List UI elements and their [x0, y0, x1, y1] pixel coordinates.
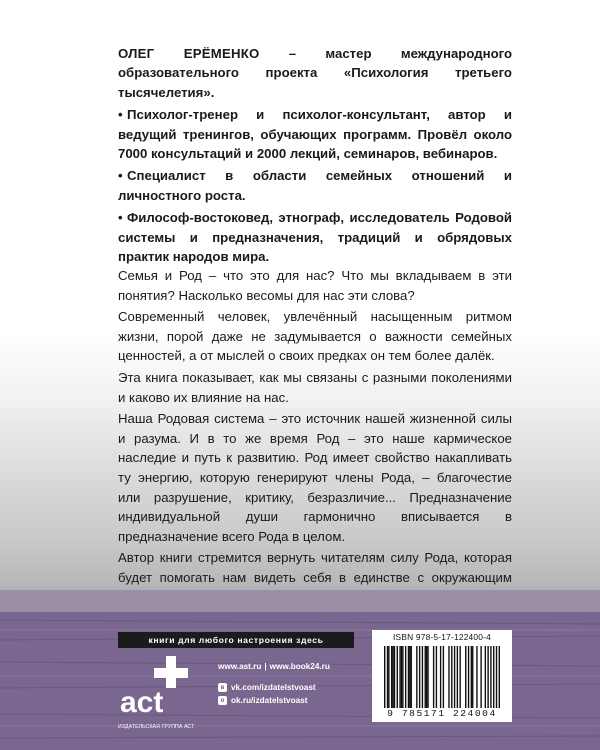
- barcode-bar: [448, 646, 449, 708]
- bullet-icon: •: [118, 210, 123, 226]
- barcode-bar: [433, 646, 434, 708]
- barcode-bar: [490, 646, 491, 708]
- annotation-paragraph: Современный человек, увлечённый насыщенным ритмом жизни, порой даже не задумывается о важности семейных ценностей, а от мыслей о своих предках он тем более далёк.: [118, 309, 512, 364]
- barcode-icon: [384, 646, 500, 708]
- author-bullet: [118, 208, 512, 266]
- author-name: ОЛЕГ ЕРЁМЕНКО: [118, 46, 260, 61]
- barcode-bar: [471, 646, 472, 708]
- barcode-bar: [459, 646, 460, 708]
- annotation-paragraph: Наша Родовая система – это источник нашей жизненной силы и разума. И в то же время Род – это наше кармическое наследие и путь к развитию. Род имеет свойство накапливать ту энергию, которую генерируют члены Рода, – благочестие или разрушение, критику, безразличие... Предназначение индивидуальной души гармонично вписывается в предназначение всего Рода в целом.: [118, 411, 512, 544]
- author-intro-text: – мастер международного образовательного проекта «Психология третьего тысячелетия».: [118, 46, 512, 100]
- annotation-paragraph: Эта книга показывает, как мы связаны с разными поколениями и каково их влияние на нас.: [118, 369, 512, 405]
- bullet-icon: •: [118, 168, 123, 184]
- barcode-bar: [419, 646, 420, 708]
- barcode-bar: [476, 646, 477, 708]
- barcode-bar: [465, 646, 466, 708]
- isbn-label: ISBN 978-5-17-122400-4: [393, 632, 491, 642]
- social-link-vk[interactable]: [218, 681, 368, 694]
- barcode-bar: [425, 646, 426, 708]
- author-bullet-text: Специалист в области семейных отношений и личностного роста.: [118, 168, 512, 203]
- separator: |: [264, 662, 267, 671]
- publisher-caption: ИЗДАТЕЛЬСКАЯ ГРУППА АСТ: [118, 724, 195, 730]
- barcode-bar: [480, 646, 481, 708]
- bullet-icon: •: [118, 107, 123, 123]
- barcode-bar: [409, 646, 410, 708]
- series-banner: книги для любого настроения здесь: [118, 632, 354, 648]
- barcode-bar: [436, 646, 437, 708]
- barcode-bar: [499, 646, 500, 708]
- barcode-bar: [457, 646, 458, 708]
- barcode-bar: [416, 646, 417, 708]
- publisher-links: [218, 660, 368, 707]
- barcode-bar: [402, 646, 403, 708]
- barcode-bar: [387, 646, 388, 708]
- author-bullet: [118, 166, 512, 205]
- barcode-bar: [392, 646, 393, 708]
- book-annotation: [118, 266, 512, 609]
- barcode-bar: [468, 646, 469, 708]
- ast-logo-text: act: [120, 686, 164, 719]
- social-link-text: vk.com/izdatelstvoast: [231, 683, 316, 692]
- barcode-bar: [454, 646, 455, 708]
- barcode-bar: [397, 646, 398, 708]
- author-bullet-text: Психолог-тренер и психолог-консультант, автор и ведущий тренингов, обучающих программ. Провёл около 7000 консультаций и 2000 лекций, семинаров, вебинаров.: [118, 107, 512, 162]
- barcode-bar: [399, 646, 400, 708]
- barcode-digits: 9 785171 224004: [387, 708, 497, 719]
- barcode-bar: [493, 646, 494, 708]
- isbn-barcode-panel: [372, 630, 512, 722]
- barcode-bar: [487, 646, 488, 708]
- barcode-bar: [408, 646, 409, 708]
- barcode-bar: [401, 646, 402, 708]
- barcode-bar: [384, 646, 385, 708]
- website-link[interactable]: www.ast.ru: [218, 662, 262, 671]
- barcode-bar: [427, 646, 428, 708]
- social-link-ok[interactable]: [218, 694, 368, 707]
- barcode-bar: [443, 646, 444, 708]
- author-bullet-text: Философ-востоковед, этнограф, исследователь Родовой системы и предназначения, традиций и обрядовых практик народов мира.: [118, 210, 512, 265]
- barcode-bar: [451, 646, 452, 708]
- barcode-bar: [405, 646, 406, 708]
- annotation-paragraph: Автор книги стремится вернуть читателям силу Рода, которая будет помогать нам видеть себя в единстве с окружающим: [118, 550, 512, 585]
- barcode-bar: [388, 646, 389, 708]
- barcode-bar: [391, 646, 392, 708]
- barcode-bar: [394, 646, 395, 708]
- website-row: [218, 660, 368, 673]
- barcode-bar: [496, 646, 497, 708]
- barcode-bar: [440, 646, 441, 708]
- social-link-text: ok.ru/izdatelstvoast: [231, 696, 308, 705]
- author-bio: [118, 44, 512, 269]
- website-link[interactable]: www.book24.ru: [269, 662, 330, 671]
- barcode-bar: [485, 646, 486, 708]
- annotation-paragraph: Семья и Род – что это для нас? Что мы вкладываем в эти понятия? Насколько весомы для нас эти слова?: [118, 268, 512, 303]
- barcode-bar: [426, 646, 427, 708]
- author-bullet: [118, 105, 512, 163]
- barcode-bar: [411, 646, 412, 708]
- barcode-bar: [472, 646, 473, 708]
- vk-icon: в: [218, 683, 227, 692]
- ok-icon: о: [218, 696, 227, 705]
- author-intro: [118, 44, 512, 102]
- ast-logo: [118, 652, 198, 724]
- barcode-bar: [422, 646, 423, 708]
